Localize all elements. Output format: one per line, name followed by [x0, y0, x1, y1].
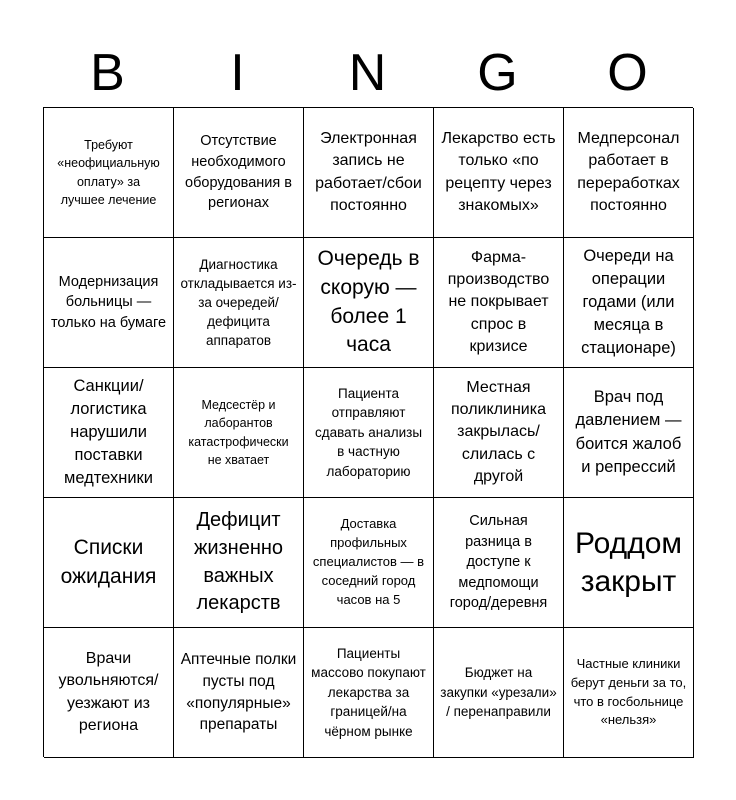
bingo-cell[interactable]	[564, 238, 694, 368]
bingo-cell[interactable]	[564, 368, 694, 498]
bingo-header	[43, 40, 693, 106]
cell-text: Аптечные полки пусты под «популярные» препараты	[180, 651, 297, 734]
bingo-cell[interactable]	[174, 628, 304, 758]
cell-text: Лекарство есть только «по рецепту через знакомых»	[441, 129, 556, 214]
header-letter-g: G	[477, 44, 519, 102]
cell-text: Фарма-производство не покрывает спрос в кризисе	[447, 248, 550, 356]
cell-text: Местная поликлиника закрылась/слилась с другой	[451, 378, 546, 486]
bingo-cell[interactable]	[44, 238, 174, 368]
cell-text: Очередь в скорую — более 1 часа	[317, 246, 420, 357]
bingo-cell[interactable]	[304, 368, 434, 498]
cell-text: Пациенты массово покупают лекарства за границей/на чёрном рынке	[311, 645, 426, 739]
bingo-cell[interactable]	[564, 108, 694, 238]
bingo-cell[interactable]	[174, 238, 304, 368]
cell-text: Модернизация больницы — только на бумаге	[50, 273, 167, 331]
cell-text: Доставка профильных специалистов — в соседний город часов на 5	[312, 516, 425, 607]
bingo-cell[interactable]	[304, 238, 434, 368]
bingo-cell[interactable]	[174, 498, 304, 628]
header-letter-n: N	[348, 44, 388, 102]
bingo-cell[interactable]	[304, 628, 434, 758]
cell-text: Врач под давлением — боится жалоб и репрессий	[575, 388, 682, 476]
bingo-cell[interactable]	[434, 628, 564, 758]
bingo-cell[interactable]	[44, 108, 174, 238]
header-letter-o: O	[607, 44, 649, 102]
cell-text: Медсестёр и лаборантов катастрофически не хватает	[188, 398, 289, 467]
bingo-cell[interactable]	[304, 108, 434, 238]
cell-text: Электронная запись не работает/сбои постоянно	[315, 129, 422, 214]
cell-text: Частные клиники берут деньги за то, что в госбольнице «нельзя»	[570, 655, 687, 728]
bingo-cell[interactable]	[174, 108, 304, 238]
cell-text: Медперсонал работает в переработках постоянно	[577, 129, 680, 214]
bingo-cell[interactable]	[564, 628, 694, 758]
cell-text: Требуют «неофициальную оплату» за лучшее лечение	[57, 138, 160, 207]
cell-text: Сильная разница в доступе к медпомощи город/деревня	[449, 513, 548, 612]
cell-text: Списки ожидания	[60, 535, 157, 588]
cell-text: Очереди на операции годами (или месяца в стационаре)	[581, 246, 676, 358]
bingo-cell[interactable]	[434, 238, 564, 368]
cell-text: Врачи увольняются/уезжают из региона	[58, 649, 159, 734]
bingo-cell[interactable]	[44, 368, 174, 498]
cell-text: Дефицит жизненно важных лекарств	[193, 509, 284, 615]
bingo-cell[interactable]	[434, 498, 564, 628]
cell-text: Бюджет на закупки «урезали» / перенаправили	[440, 665, 557, 720]
bingo-grid	[43, 107, 693, 757]
cell-text: Диагностика откладывается из-за очередей/дефицита аппаратов	[180, 256, 297, 349]
bingo-cell[interactable]	[44, 498, 174, 628]
bingo-cell[interactable]	[44, 628, 174, 758]
cell-text: Пациента отправляют сдавать анализы в частную лабораторию	[314, 385, 423, 479]
cell-text: Отсутствие необходимого оборудования в регионах	[185, 133, 292, 212]
bingo-cell[interactable]	[564, 498, 694, 628]
bingo-cell[interactable]	[174, 368, 304, 498]
cell-text: Санкции/логистика нарушили поставки медтехники	[64, 376, 153, 488]
bingo-cell[interactable]	[434, 368, 564, 498]
bingo-cell[interactable]	[304, 498, 434, 628]
bingo-cell[interactable]	[434, 108, 564, 238]
header-letter-b: B	[90, 44, 126, 102]
cell-text: Роддом закрыт	[574, 527, 683, 598]
header-letter-i: I	[230, 44, 246, 102]
